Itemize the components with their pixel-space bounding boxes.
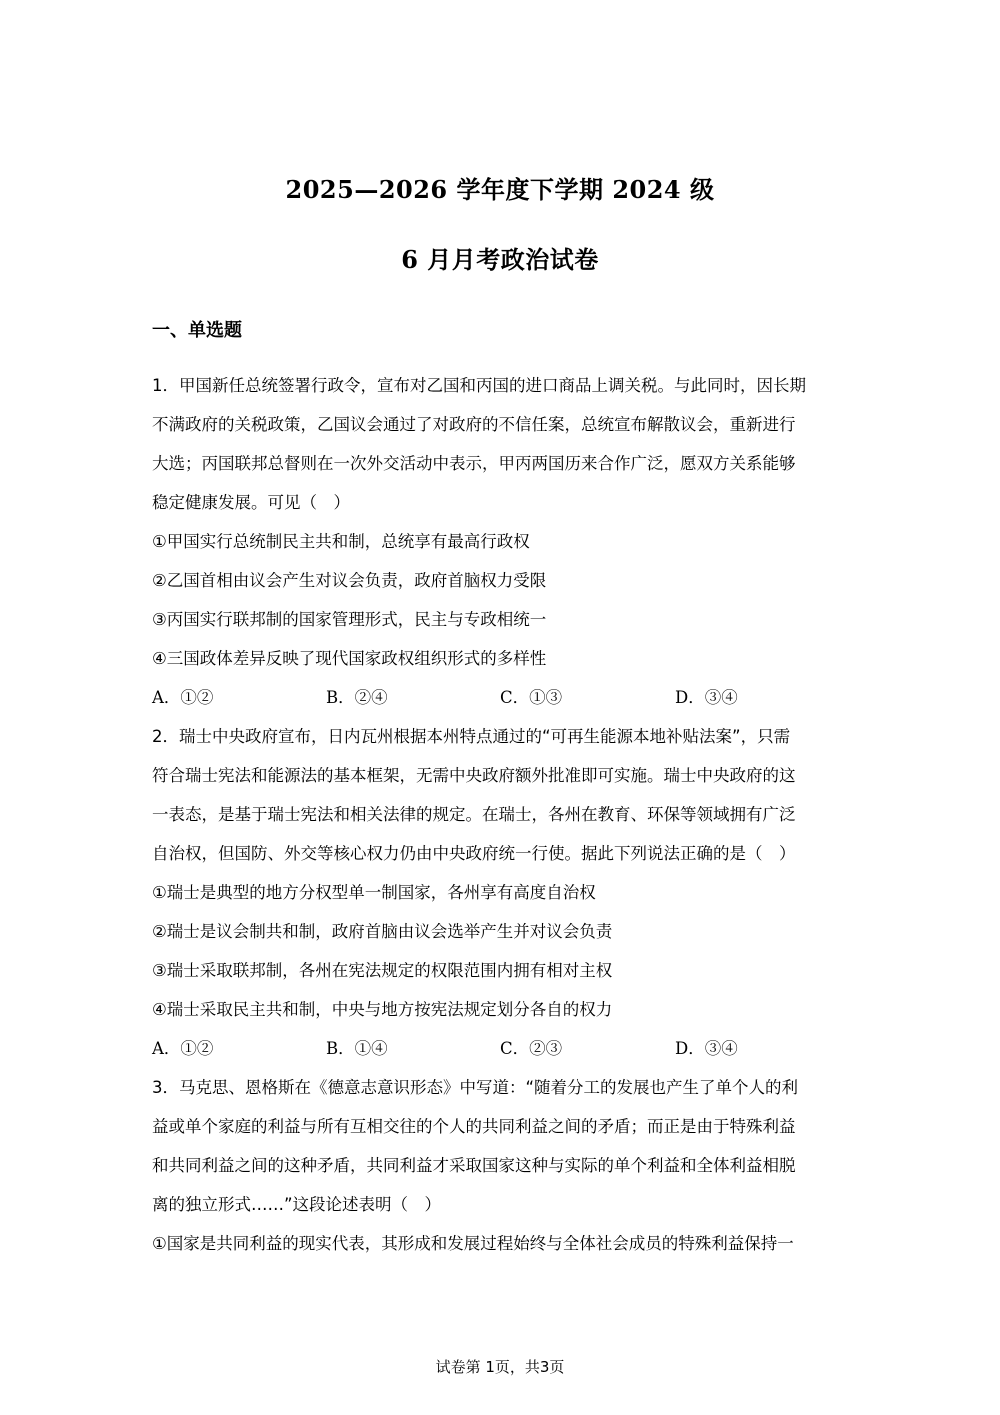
statement: ①国家是共同利益的现实代表，其形成和发展过程始终与全体社会成员的特殊利益保持一: [152, 1234, 794, 1253]
question-1: [152, 366, 852, 717]
question-stem-line: 自治权，但国防、外交等核心权力仍由中央政府统一行使。据此下列说法正确的是（ ）: [152, 844, 796, 863]
exam-title-line2: 6 月月考政治试卷: [401, 245, 599, 274]
answer-options: [152, 1029, 852, 1068]
question-stem-line: 稳定健康发展。可见（ ）: [152, 493, 350, 512]
question-2: [152, 717, 852, 1068]
statement: ①瑞士是典型的地方分权型单一制国家，各州享有高度自治权: [152, 883, 596, 902]
option-d: D．③④: [675, 1039, 738, 1058]
question-stem-line: 益或单个家庭的利益与所有互相交往的个人的共同利益之间的矛盾；而正是由于特殊利益: [152, 1117, 796, 1136]
option-d: D．③④: [675, 688, 738, 707]
answer-options: [152, 678, 852, 717]
option-a: A．①②: [152, 1039, 214, 1058]
question-stem-line: 3．马克思、恩格斯在《德意志意识形态》中写道：“随着分工的发展也产生了单个人的利: [152, 1078, 799, 1097]
statement: ③丙国实行联邦制的国家管理形式，民主与专政相统一: [152, 610, 547, 629]
statement: ①甲国实行总统制民主共和制，总统享有最高行政权: [152, 532, 530, 551]
question-stem-line: 不满政府的关税政策，乙国议会通过了对政府的不信任案，总统宣布解散议会，重新进行: [152, 415, 796, 434]
option-a: A．①②: [152, 688, 214, 707]
statement: ③瑞士采取联邦制，各州在宪法规定的权限范围内拥有相对主权: [152, 961, 613, 980]
statement: ②乙国首相由议会产生对议会负责，政府首脑权力受限: [152, 571, 547, 590]
statement: ④三国政体差异反映了现代国家政权组织形式的多样性: [152, 649, 547, 668]
question-stem-line: 大选；丙国联邦总督则在一次外交活动中表示，甲丙两国历来合作广泛，愿双方关系能够: [152, 454, 796, 473]
question-list: [152, 366, 852, 1263]
statement: ②瑞士是议会制共和制，政府首脑由议会选举产生并对议会负责: [152, 922, 613, 941]
option-c: C．②③: [500, 1039, 563, 1058]
question-stem-line: 离的独立形式……”这段论述表明（ ）: [152, 1195, 442, 1214]
option-c: C．①③: [500, 688, 563, 707]
question-stem-line: 符合瑞士宪法和能源法的基本框架，无需中央政府额外批准即可实施。瑞士中央政府的这: [152, 766, 796, 785]
section-heading: 一、单选题: [152, 320, 242, 341]
option-b: B．①④: [326, 1039, 388, 1058]
question-stem-line: 一表态，是基于瑞士宪法和相关法律的规定。在瑞士，各州在教育、环保等领域拥有广泛: [152, 805, 796, 824]
option-b: B．②④: [326, 688, 388, 707]
exam-title-line1: 2025—2026 学年度下学期 2024 级: [285, 175, 715, 204]
question-stem-line: 2．瑞士中央政府宣布，日内瓦州根据本州特点通过的“可再生能源本地补贴法案”，只需: [152, 727, 791, 746]
page-footer: 试卷第 1页，共3页: [435, 1358, 565, 1376]
question-stem-line: 1．甲国新任总统签署行政令，宣布对乙国和丙国的进口商品上调关税。与此同时，因长期: [152, 376, 806, 395]
question-stem-line: 和共同利益之间的这种矛盾，共同利益才采取国家这种与实际的单个利益和全体利益相脱: [152, 1156, 796, 1175]
question-3: [152, 1068, 852, 1263]
statement: ④瑞士采取民主共和制，中央与地方按宪法规定划分各自的权力: [152, 1000, 613, 1019]
